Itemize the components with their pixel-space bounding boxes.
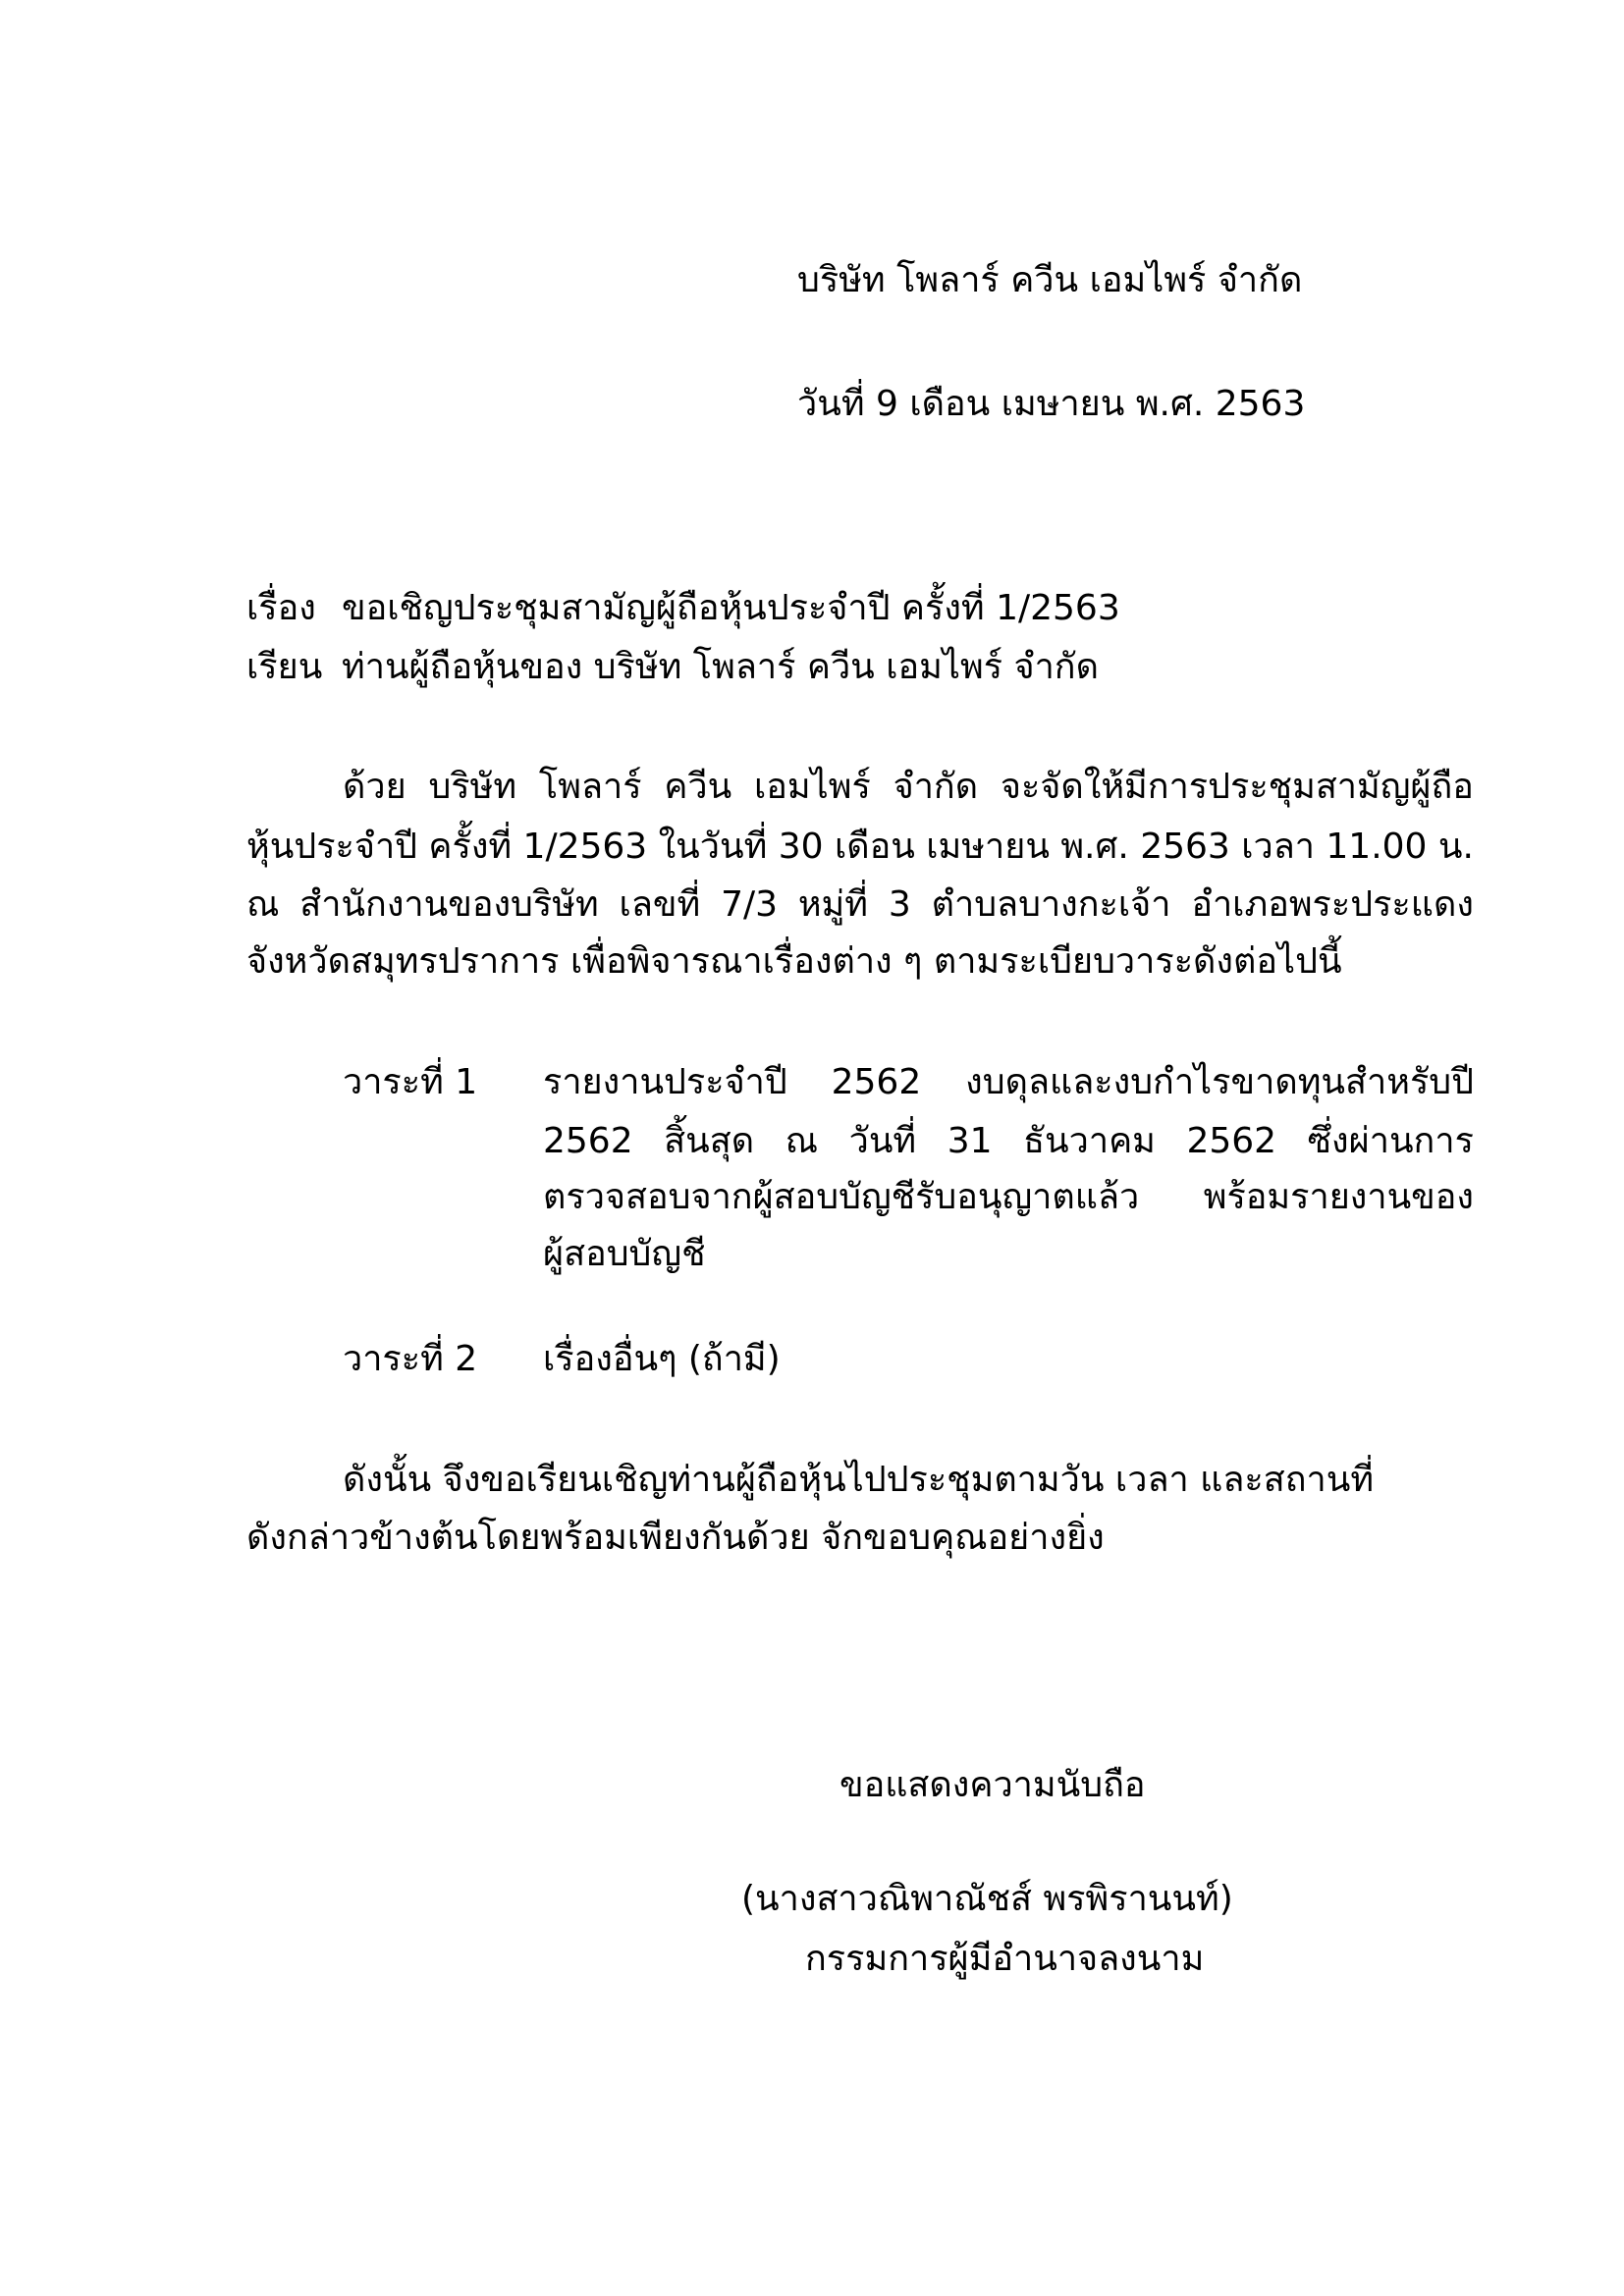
regards-text: ขอแสดงความนับถือ bbox=[839, 1765, 1146, 1805]
intro-line-1 bbox=[343, 767, 1474, 807]
subject-label: เรื่อง bbox=[246, 588, 316, 628]
text-fragment: ซึ่งผ่านการ bbox=[1307, 1121, 1474, 1161]
text-fragment: ตำบลบางกะเจ้า bbox=[931, 884, 1171, 925]
agenda-label: วาระที่ 1 bbox=[343, 1062, 478, 1102]
text-fragment: หมู่ที่ bbox=[797, 884, 869, 925]
text-fragment: สำนักงานของบริษัท bbox=[299, 884, 599, 925]
text-fragment: เลขที่ bbox=[619, 884, 701, 925]
text-fragment: ณ bbox=[785, 1121, 819, 1161]
text-fragment: ในวันที่ bbox=[658, 827, 768, 867]
text-fragment: ณ bbox=[246, 884, 280, 925]
signatory-title: กรรมการผู้มีอำนาจลงนาม bbox=[805, 1939, 1205, 1979]
letter-date: วันที่ 9 เดือน เมษายน พ.ศ. 2563 bbox=[797, 384, 1306, 424]
text-fragment: ธันวาคม bbox=[1023, 1121, 1156, 1161]
text-fragment: หุ้นประจำปี bbox=[246, 827, 418, 867]
recipient-text: ท่านผู้ถือหุ้นของ บริษัท โพลาร์ ควีน เอมไพร์ จำกัด bbox=[342, 647, 1099, 687]
intro-line-2 bbox=[246, 829, 1474, 865]
text-fragment: จะจัดให้มีการประชุมสามัญผู้ถือ bbox=[1000, 767, 1474, 807]
text-fragment: รายงานประจำปี bbox=[543, 1062, 787, 1102]
text-fragment: โพลาร์ bbox=[538, 767, 642, 807]
signatory-name: (นางสาวณิพาณัชส์ พรพิรานนท์) bbox=[741, 1879, 1233, 1919]
text-fragment: 7/3 bbox=[721, 884, 778, 925]
intro-line-4: จังหวัดสมุทรปราการ เพื่อพิจารณาเรื่องต่าง ๆ ตามระเบียบวาระดังต่อไปนี้ bbox=[246, 941, 1342, 982]
company-name: บริษัท โพลาร์ ควีน เอมไพร์ จำกัด bbox=[797, 260, 1303, 300]
recipient-label: เรียน bbox=[246, 647, 323, 687]
agenda-1-line-3 bbox=[543, 1177, 1474, 1217]
text-fragment: ตรวจสอบจากผู้สอบบัญชีรับอนุญาตแล้ว bbox=[543, 1177, 1140, 1217]
text-fragment: 11.00 bbox=[1326, 827, 1428, 867]
agenda-1-line-1 bbox=[543, 1062, 1474, 1102]
agenda-1-line-2 bbox=[543, 1121, 1474, 1161]
text-fragment: พ.ศ. bbox=[1060, 827, 1129, 867]
text-fragment: น. bbox=[1437, 827, 1474, 867]
text-fragment: บริษัท bbox=[428, 767, 517, 807]
text-fragment: 2563 bbox=[1140, 827, 1230, 867]
closing-line-2: ดังกล่าวข้างต้นโดยพร้อมเพียงกันด้วย จักขอบคุณอย่างยิ่ง bbox=[246, 1518, 1105, 1558]
closing-line-1: ดังนั้น จึงขอเรียนเชิญท่านผู้ถือหุ้นไปประชุมตามวัน เวลา และสถานที่ bbox=[343, 1460, 1375, 1500]
text-fragment: เดือน bbox=[834, 827, 915, 867]
text-fragment: อำเภอพระประแดง bbox=[1191, 884, 1474, 925]
text-fragment: 31 bbox=[947, 1121, 993, 1161]
agenda-label: วาระที่ 2 bbox=[343, 1339, 478, 1379]
subject-text: ขอเชิญประชุมสามัญผู้ถือหุ้นประจำปี ครั้งที่ 1/2563 bbox=[342, 588, 1120, 628]
text-fragment: 2562 bbox=[831, 1062, 922, 1102]
text-fragment: ด้วย bbox=[343, 767, 406, 807]
text-fragment: พร้อมรายงานของ bbox=[1203, 1177, 1474, 1217]
text-fragment: เอมไพร์ bbox=[754, 767, 871, 807]
agenda-2-line-1: เรื่องอื่นๆ (ถ้ามี) bbox=[543, 1339, 781, 1379]
intro-line-3 bbox=[246, 884, 1474, 925]
text-fragment: 2562 bbox=[1186, 1121, 1277, 1161]
text-fragment: เมษายน bbox=[926, 827, 1050, 867]
text-fragment: 30 bbox=[778, 827, 824, 867]
text-fragment: จำกัด bbox=[893, 767, 979, 807]
text-fragment: วันที่ bbox=[848, 1121, 917, 1161]
text-fragment: งบดุลและงบกำไรขาดทุนสำหรับปี bbox=[965, 1062, 1474, 1102]
text-fragment: ควีน bbox=[664, 767, 732, 807]
text-fragment: 3 bbox=[888, 884, 911, 925]
text-fragment: 2562 bbox=[543, 1121, 633, 1161]
text-fragment: สิ้นสุด bbox=[664, 1121, 755, 1161]
agenda-1-line-4: ผู้สอบบัญชี bbox=[543, 1234, 706, 1274]
text-fragment: 1/2563 bbox=[522, 827, 648, 867]
text-fragment: เวลา bbox=[1241, 827, 1315, 867]
text-fragment: ครั้งที่ bbox=[428, 827, 513, 867]
